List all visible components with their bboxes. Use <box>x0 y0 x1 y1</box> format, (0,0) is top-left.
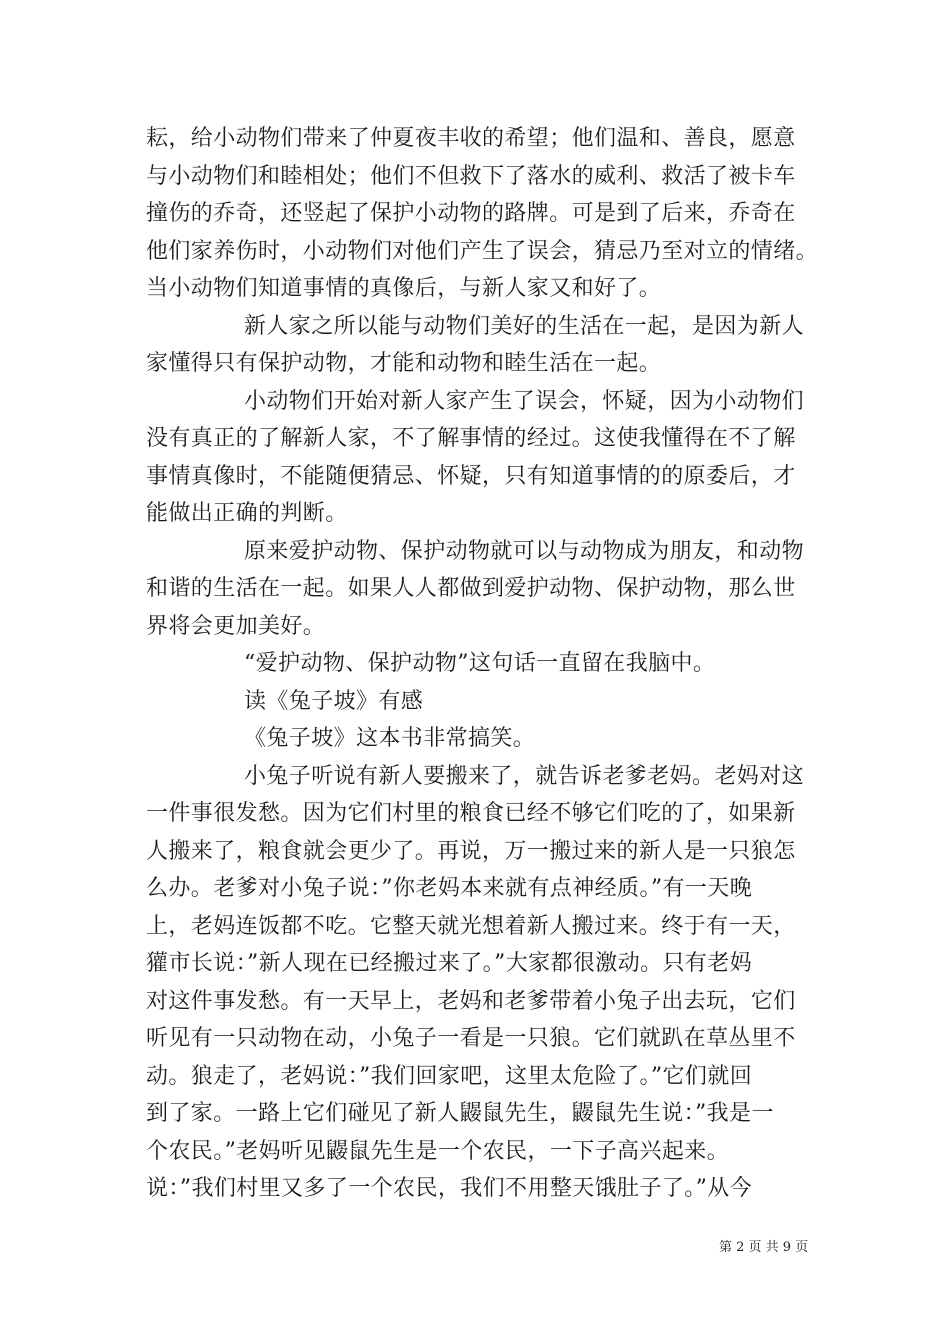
text-line: 对这件事发愁。有一天早上，老妈和老爹带着小兔子出去玩，它们 <box>146 988 796 1014</box>
text-line: 家懂得只有保护动物，才能和动物和睦生活在一起。 <box>146 351 662 376</box>
text-line: 小动物们开始对新人家产生了误会，怀疑，因为小动物们 <box>244 388 805 414</box>
text-line: 新人家之所以能与动物们美好的生活在一起，是因为新人 <box>244 313 805 339</box>
text-line: 能做出正确的判断。 <box>146 501 348 526</box>
text-line: 听见有一只动物在动，小兔子一看是一只狼。它们就趴在草丛里不 <box>146 1026 796 1051</box>
text-line: 《兔子坡》这本书非常搞笑。 <box>244 726 536 751</box>
text-line: 说：”我们村里又多了一个农民，我们不用整天饿肚子了。”从今 <box>146 1176 753 1201</box>
text-line: 小兔子听说有新人要搬来了，就告诉老爹老妈。老妈对这 <box>244 763 805 789</box>
text-line: 原来爱护动物、保护动物就可以与动物成为朋友，和动物 <box>244 538 805 564</box>
text-line: 读《兔子坡》有感 <box>244 688 424 714</box>
text-line: 和谐的生活在一起。如果人人都做到爱护动物、保护动物，那么世 <box>146 576 796 601</box>
text-line: 他们家养伤时，小动物们对他们产生了误会，猜忌乃至对立的情绪。 <box>146 238 819 264</box>
text-line: “爱护动物、保护动物”这句话一直留在我脑中。 <box>244 651 716 676</box>
text-line: 人搬来了，粮食就会更少了。再说，万一搬过来的新人是一只狼怎 <box>146 838 796 864</box>
text-line: 动。狼走了，老妈说：”我们回家吧，这里太危险了。”它们就回 <box>146 1063 753 1089</box>
text-line: 与小动物们和睦相处；他们不但救下了落水的威利、救活了被卡车 <box>146 163 796 189</box>
text-line: 当小动物们知道事情的真像后，与新人家又和好了。 <box>146 276 662 301</box>
document-body <box>146 120 826 1208</box>
text-line: 么办。老爹对小兔子说：”你老妈本来就有点神经质。”有一天晚 <box>146 876 753 901</box>
text-line: 上，老妈连饭都不吃。它整天就光想着新人搬过来。终于有一天， <box>146 913 796 939</box>
text-line: 撞伤的乔奇，还竖起了保护小动物的路牌。可是到了后来，乔奇在 <box>146 201 796 226</box>
text-line: 一件事很发愁。因为它们村里的粮食已经不够它们吃的了，如果新 <box>146 801 796 826</box>
text-line: 耘，给小动物们带来了仲夏夜丰收的希望；他们温和、善良，愿意 <box>146 126 796 151</box>
text-line: 獾市长说：”新人现在已经搬过来了。”大家都很激动。只有老妈 <box>146 951 753 976</box>
text-line: 个农民。”老妈听见鼹鼠先生是一个农民，一下子高兴起来。 <box>146 1138 730 1164</box>
page-number: 第 2 页 共 9 页 <box>719 1240 809 1255</box>
text-line: 没有真正的了解新人家，不了解事情的经过。这使我懂得在不了解 <box>146 426 796 451</box>
text-line: 界将会更加美好。 <box>146 613 326 639</box>
text-line: 到了家。一路上它们碰见了新人鼹鼠先生，鼹鼠先生说：”我是一 <box>146 1101 774 1126</box>
text-line: 事情真像时，不能随便猜忌、怀疑，只有知道事情的的原委后，才 <box>146 463 796 489</box>
